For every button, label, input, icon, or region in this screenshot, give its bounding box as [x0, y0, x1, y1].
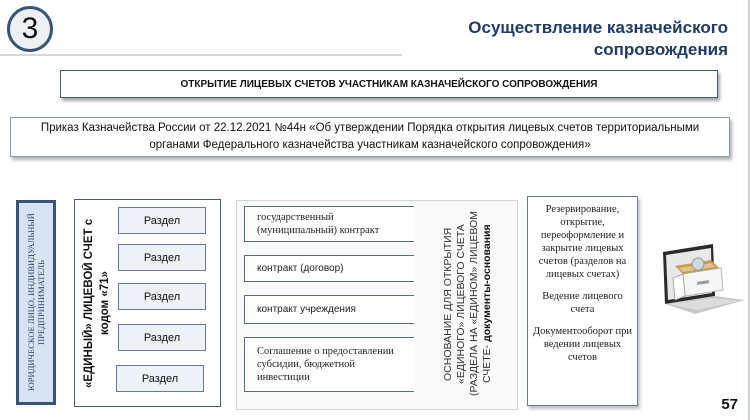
document-item-label: контракт учреждения	[257, 304, 356, 315]
page-title	[468, 17, 728, 61]
account-section-label: Раздел	[143, 331, 181, 344]
header-divider	[0, 54, 402, 56]
account-section-5	[116, 365, 204, 392]
document-item-label: контракт (договор)	[257, 263, 344, 274]
document-item-institution-contract	[244, 295, 414, 324]
account-section-2	[118, 244, 206, 271]
regulation-line1: Приказ Казначейства России от 22.12.2021 №44н «Об утверждении Порядка открытия лицевых счетов территориальными	[40, 122, 700, 134]
page-title-line2: сопровождения	[593, 40, 728, 59]
legal-entity-box	[16, 200, 56, 405]
section-banner-text: ОТКРЫТИЕ ЛИЦЕВЫХ СЧЕТОВ УЧАСТНИКАМ КАЗНАЧЕЙСКОГО СОПРОВОЖДЕНИЯ	[180, 78, 598, 90]
account-section-label: Раздел	[143, 290, 181, 303]
page-number: 57	[721, 396, 738, 413]
basis-caption-text: ОСНОВАНИЕ ДЛЯ ОТКРЫТИЯ «ЕДИНОГО» ЛИЦЕВОГО СЧЕТА (РАЗДЕЛА НА «ЕДИНОМ» ЛИЦЕВОМ СЧЕТЕ-	[442, 211, 493, 397]
document-item-state-contract	[244, 206, 414, 242]
regulation-line2: органами Федерального казначейства участникам казначейского сопровождения»	[149, 139, 591, 151]
account-section-1	[118, 207, 206, 234]
action-item: Ведение лицевого счета	[542, 291, 623, 315]
page-title-line1: Осуществление казначейского	[468, 18, 728, 37]
laptop-file-drawer-icon	[655, 238, 747, 320]
account-section-label: Раздел	[143, 214, 181, 227]
action-item: Резервирование, открытие, переоформление и закрытие лицевых счетов (разделов на лицевых счетах)	[538, 204, 627, 280]
document-item-subsidy-agreement	[244, 337, 414, 392]
account-actions-box	[527, 196, 638, 406]
unified-account-title: «ЕДИНЫЙ» ЛИЦЕВОЙ СЧЕТ с кодом «71»	[83, 218, 111, 388]
account-section-4	[118, 324, 206, 351]
slide-number-badge	[7, 6, 53, 52]
basis-caption-bold: документы-основания	[481, 224, 493, 343]
document-item-label: государственный (муниципальный) контракт	[257, 212, 380, 236]
legal-entity-label: ЮРИДИЧЕСКОЕ ЛИЦО, ИНДИВИДУАЛЬНЫЙ ПРЕДПРИНИМАТЕЛЬ	[26, 213, 46, 392]
slide-number: 3	[21, 12, 39, 45]
section-banner	[60, 70, 718, 98]
account-section-label: Раздел	[141, 372, 179, 385]
account-section-label: Раздел	[143, 251, 181, 264]
regulation-box	[10, 117, 730, 157]
document-item-contract	[244, 255, 414, 282]
action-item: Документооборот при ведении лицевых счетов	[532, 326, 632, 363]
account-section-3	[118, 283, 206, 310]
document-item-label: Соглашение о предоставлении субсидии, бюджетной инвестиции	[257, 346, 394, 383]
